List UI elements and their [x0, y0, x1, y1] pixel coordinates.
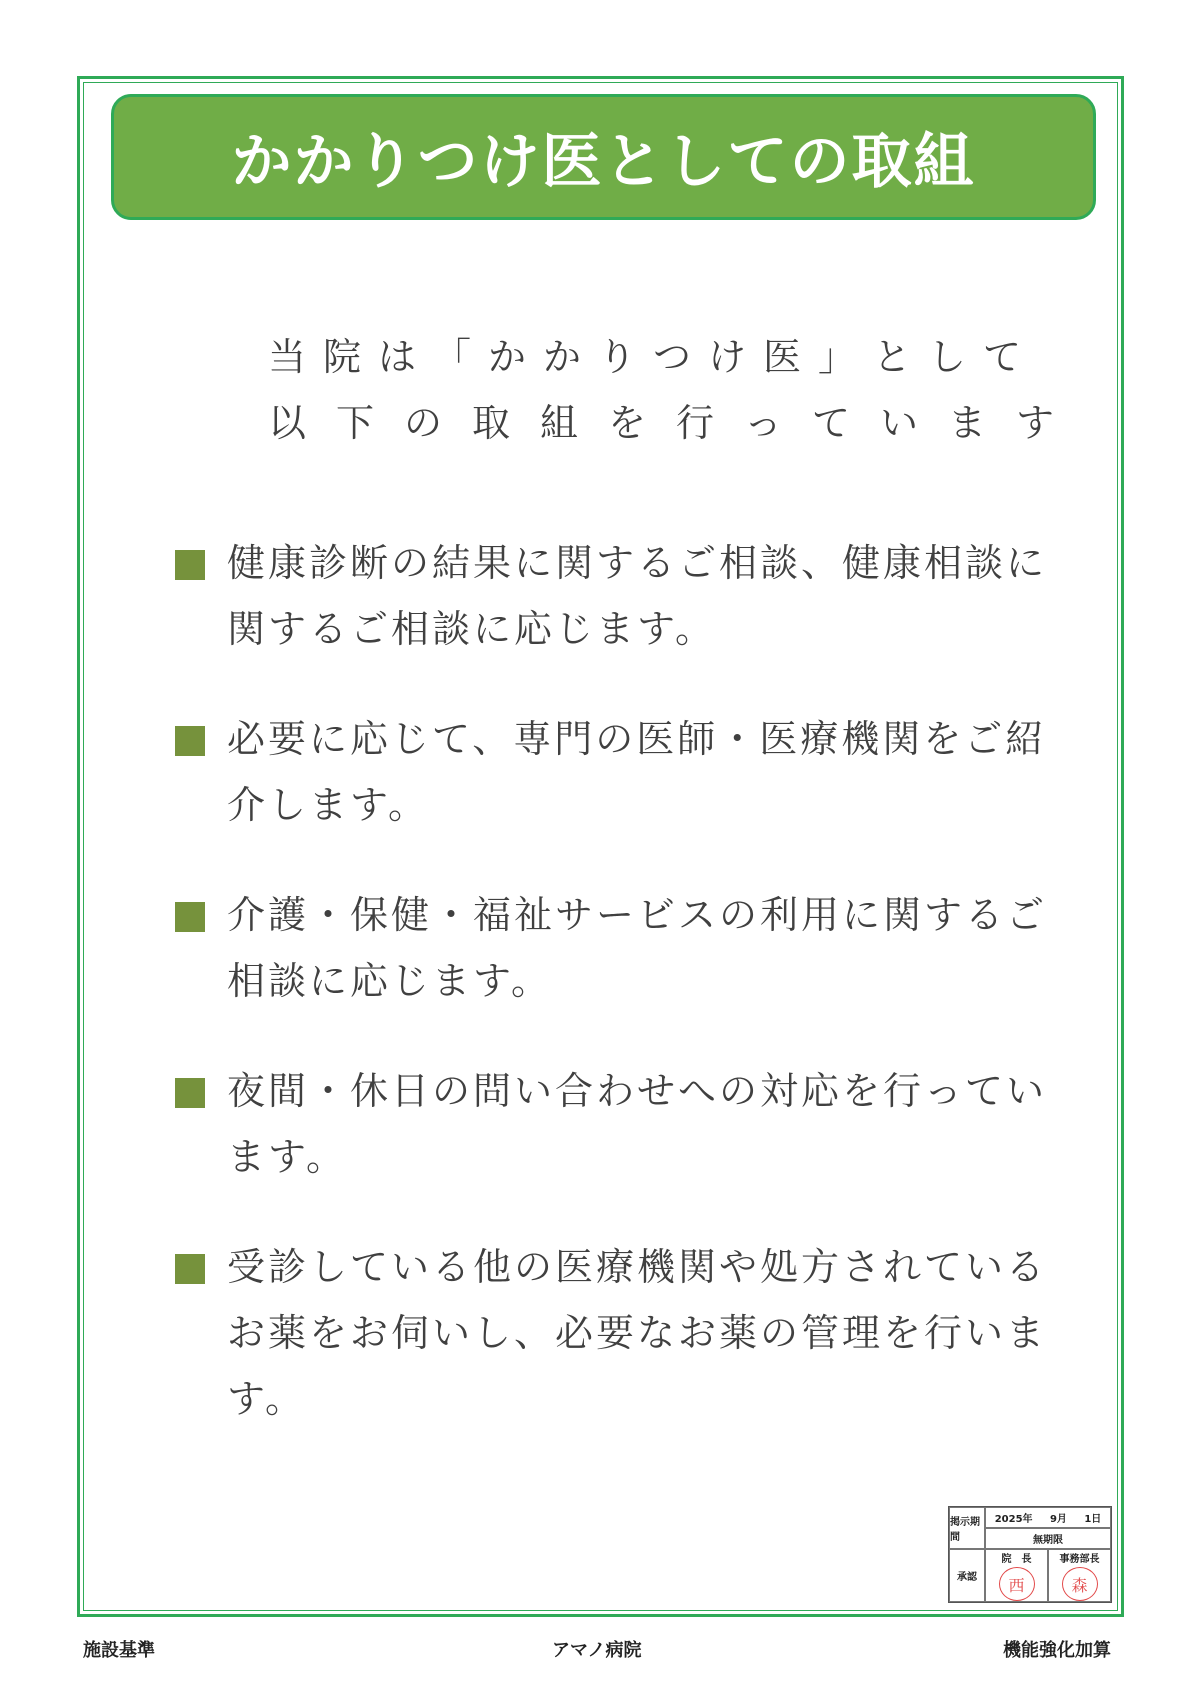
posting-approval-table — [948, 1506, 1112, 1603]
period-end: 無期限 — [985, 1528, 1111, 1549]
list-item-text: 必要に応じて、専門の医師・医療機関をご紹介します。 — [227, 717, 1047, 827]
title-banner — [111, 94, 1096, 220]
period-label: 掲示期間 — [949, 1507, 985, 1549]
list-item — [175, 882, 1055, 1014]
list-item — [175, 1058, 1055, 1190]
footer-center: アマノ病院 — [552, 1640, 642, 1661]
list-item — [175, 706, 1055, 838]
office-head-cell — [1048, 1549, 1111, 1602]
start-year: 2025年 — [994, 1514, 1033, 1525]
square-bullet-icon — [175, 726, 205, 756]
list-item-text: 受診している他の医療機関や処方されているお薬をお伺いし、必要なお薬の管理を行います。 — [227, 1245, 1048, 1421]
footer-left: 施設基準 — [83, 1640, 155, 1661]
square-bullet-icon — [175, 1078, 205, 1108]
page-title: かかりつけ医としての取組 — [231, 127, 976, 197]
intro-line-2: 以下の取組を行っています — [268, 401, 1085, 445]
intro-line-1: 当院は「かかりつけ医」として — [268, 335, 1039, 379]
footer-right: 機能強化加算 — [1003, 1640, 1111, 1661]
director-seal: 西 — [999, 1567, 1035, 1601]
period-start — [985, 1507, 1111, 1528]
approval-label: 承認 — [949, 1549, 985, 1602]
intro-text — [268, 324, 1085, 456]
director-cell — [985, 1549, 1048, 1602]
office-head-seal: 森 — [1062, 1567, 1098, 1601]
list-item — [175, 530, 1055, 662]
square-bullet-icon — [175, 902, 205, 932]
office-head-label: 事務部長 — [1059, 1554, 1100, 1565]
list-item-text: 健康診断の結果に関するご相談、健康相談に関するご相談に応じます。 — [227, 541, 1048, 651]
square-bullet-icon — [175, 550, 205, 580]
list-item — [175, 1234, 1055, 1432]
start-day: 1日 — [1084, 1514, 1102, 1525]
square-bullet-icon — [175, 1254, 205, 1284]
director-label: 院 長 — [1001, 1554, 1032, 1565]
start-month: 9月 — [1049, 1514, 1067, 1525]
initiative-list — [175, 530, 1055, 1476]
list-item-text: 夜間・休日の問い合わせへの対応を行っています。 — [227, 1069, 1048, 1179]
list-item-text: 介護・保健・福祉サービスの利用に関するご相談に応じます。 — [227, 893, 1048, 1003]
